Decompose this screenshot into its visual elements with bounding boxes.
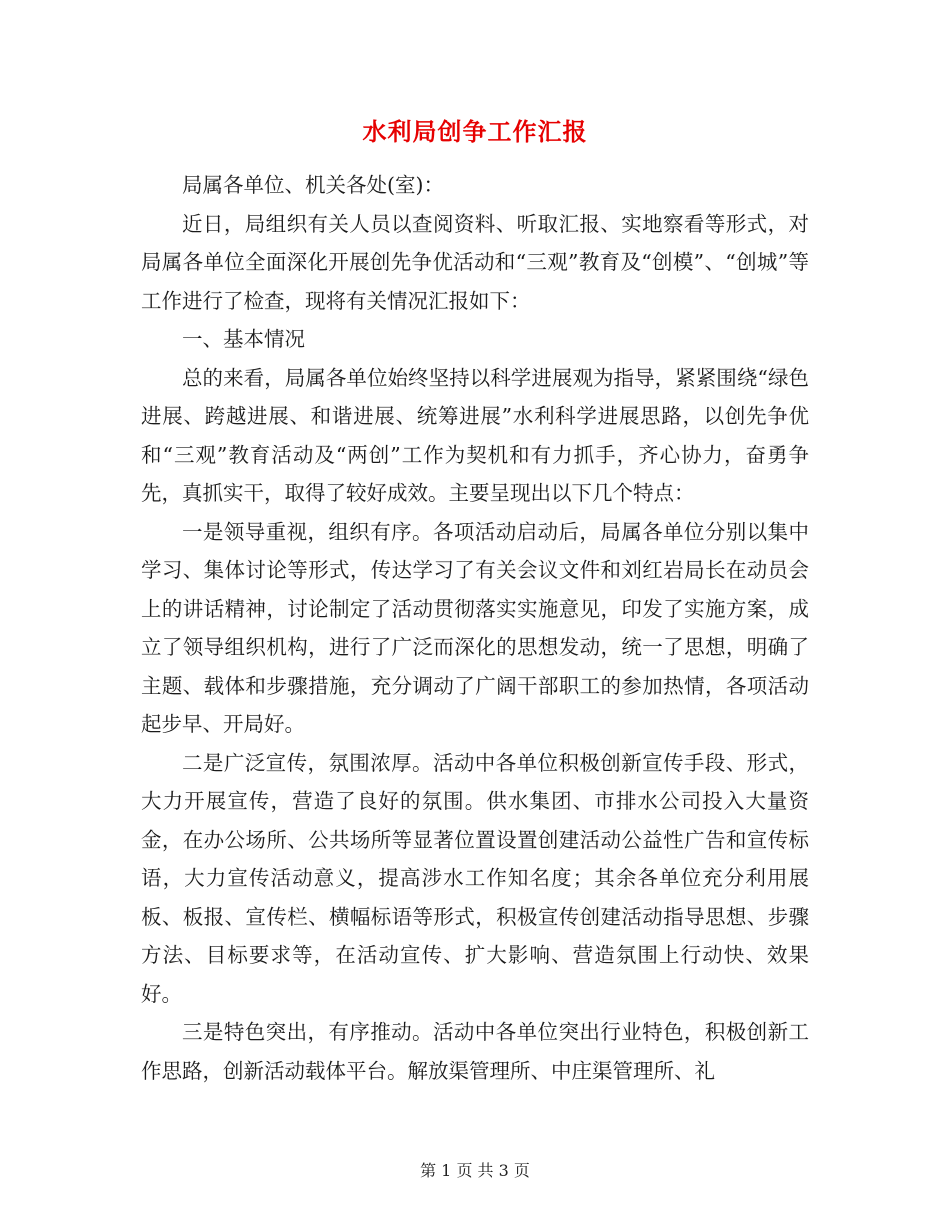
salutation-paragraph: 局属各单位、机关各处(室)： [182, 173, 444, 197]
section-heading: 一、基本情况 [182, 327, 305, 351]
point-one-paragraph: 一是领导重视，组织有序。各项活动启动后，局属各单位分别以集中学习、集体讨论等形式，传达学习了有关会议文件和刘红岩局长在动员会上的讲话精神，讨论制定了活动贯彻落实实施意见，印发了实施方案，成立了领导组织机构，进行了广泛而深化的思想发动，统一了思想，明确了主题、载体和步骤措施，充分调动了广阔干部职工的参加热情，各项活动起步早、开局好。 [141, 519, 809, 736]
point-three-paragraph: 三是特色突出，有序推动。活动中各单位突出行业特色，积极创新工作思路，创新活动载体平台。解放渠管理所、中庄渠管理所、礼 [141, 1020, 809, 1083]
document-title: 水利局创争工作汇报 [362, 117, 588, 146]
overview-paragraph: 总的来看，局属各单位始终坚持以科学进展观为指导，紧紧围绕“绿色进展、跨越进展、和谐进展、统筹进展”水利科学进展思路，以创先争优和“三观”教育活动及“两创”工作为契机和有力抓手，齐心协力，奋勇争先，真抓实干，取得了较好成效。主要呈现出以下几个特点： [141, 365, 809, 505]
point-two-paragraph: 二是广泛宣传，氛围浓厚。活动中各单位积极创新宣传手段、形式，大力开展宣传，营造了良好的氛围。供水集团、市排水公司投入大量资金，在办公场所、公共场所等显著位置设置创建活动公益性广告和宣传标语，大力宣传活动意义，提高涉水工作知名度；其余各单位充分利用展板、板报、宣传栏、横幅标语等形式，积极宣传创建活动指导思想、步骤方法、目标要求等，在活动宣传、扩大影响、营造氛围上行动快、效果好。 [141, 750, 809, 1006]
page-footer: 第 1 页 共 3 页 [420, 1161, 530, 1180]
intro-paragraph: 近日，局组织有关人员以查阅资料、听取汇报、实地察看等形式，对局属各单位全面深化开展创先争优活动和“三观”教育及“创模”、“创城”等工作进行了检查，现将有关情况汇报如下： [141, 211, 809, 313]
document-body [141, 166, 809, 1090]
